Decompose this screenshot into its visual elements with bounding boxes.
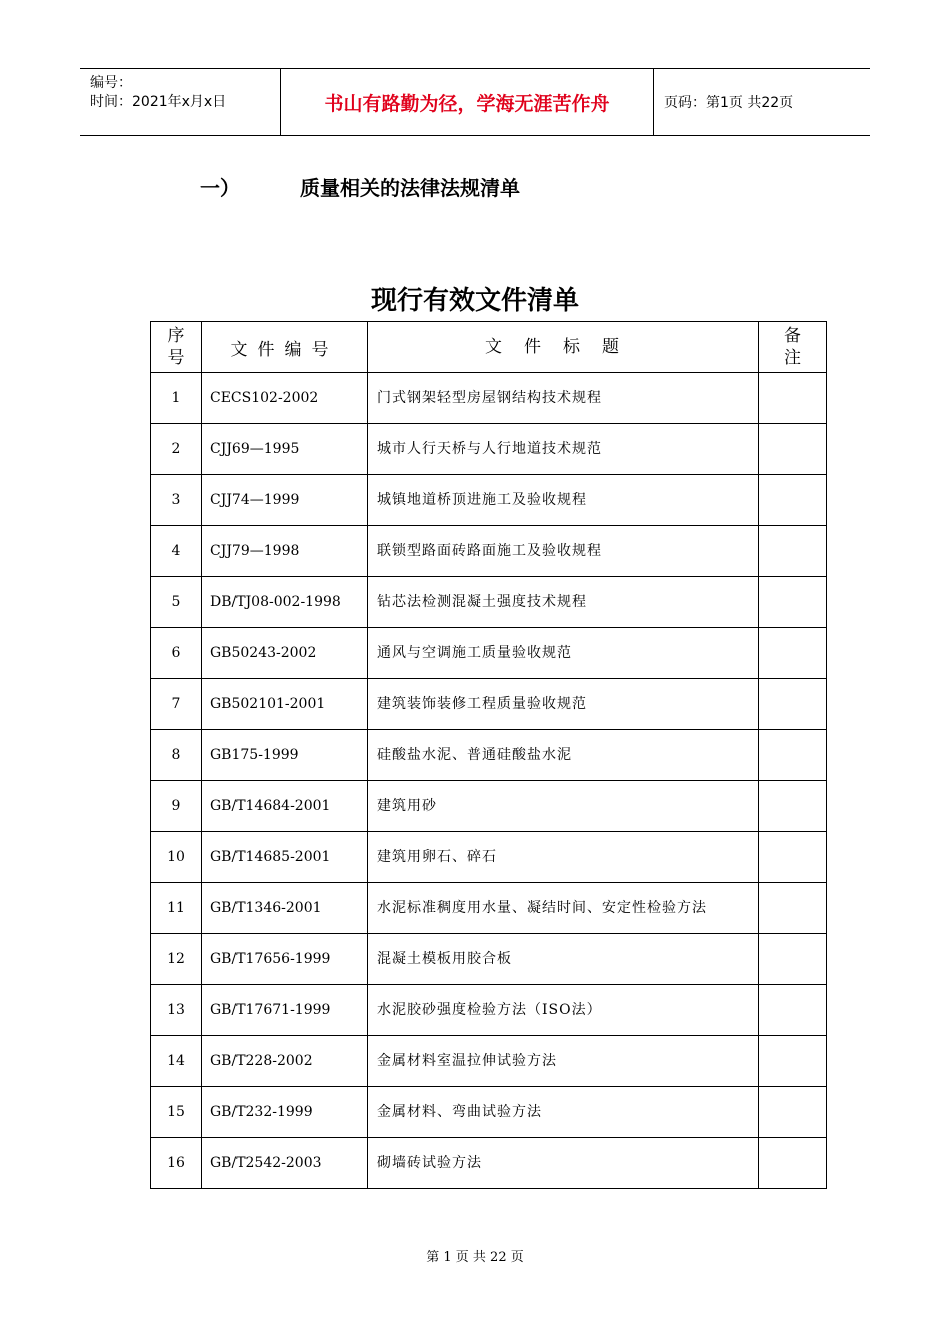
row-note: [759, 1036, 827, 1087]
row-code: GB175-1999: [202, 730, 368, 781]
table-row: [151, 730, 827, 781]
table-row: [151, 1138, 827, 1189]
header-page-info: 页码：第1页 共22页: [664, 95, 794, 111]
row-index: 3: [151, 475, 202, 526]
row-note: [759, 1087, 827, 1138]
row-note: [759, 628, 827, 679]
table-row: [151, 985, 827, 1036]
row-code: GB/T2542-2003: [202, 1138, 368, 1189]
row-note: [759, 781, 827, 832]
row-note: [759, 730, 827, 781]
row-index: 8: [151, 730, 202, 781]
row-code: GB/T17656-1999: [202, 934, 368, 985]
document-number-label: 编号：: [90, 75, 132, 91]
row-index: 9: [151, 781, 202, 832]
row-code: CJJ79—1998: [202, 526, 368, 577]
row-index: 16: [151, 1138, 202, 1189]
row-code: GB50243-2002: [202, 628, 368, 679]
table-row: [151, 475, 827, 526]
row-title: 联锁型路面砖路面施工及验收规程: [368, 526, 759, 577]
row-code: GB/T228-2002: [202, 1036, 368, 1087]
page-footer: 第 1 页 共 22 页: [426, 1250, 524, 1265]
row-title: 建筑装饰装修工程质量验收规范: [368, 679, 759, 730]
header-meta: [80, 69, 281, 135]
row-note: [759, 985, 827, 1036]
table-title: 现行有效文件清单: [370, 286, 579, 316]
header-title: 文件标题: [368, 322, 759, 373]
row-index: 5: [151, 577, 202, 628]
row-title: 砌墙砖试验方法: [368, 1138, 759, 1189]
row-note: [759, 424, 827, 475]
row-code: CJJ69—1995: [202, 424, 368, 475]
section-heading: [200, 172, 520, 201]
row-index: 15: [151, 1087, 202, 1138]
table-row: [151, 424, 827, 475]
row-note: [759, 577, 827, 628]
table-row: [151, 781, 827, 832]
header-note: 备注: [759, 322, 827, 373]
row-note: [759, 934, 827, 985]
row-index: 1: [151, 373, 202, 424]
table-row: [151, 577, 827, 628]
row-note: [759, 679, 827, 730]
header-index: 序号: [151, 322, 202, 373]
row-code: GB502101-2001: [202, 679, 368, 730]
table-row: [151, 628, 827, 679]
table-row: [151, 934, 827, 985]
row-title: 门式钢架轻型房屋钢结构技术规程: [368, 373, 759, 424]
row-code: GB/T17671-1999: [202, 985, 368, 1036]
row-code: CECS102-2002: [202, 373, 368, 424]
table-row: [151, 679, 827, 730]
row-title: 水泥标准稠度用水量、凝结时间、安定性检验方法: [368, 883, 759, 934]
row-note: [759, 475, 827, 526]
section-title: 质量相关的法律法规清单: [300, 176, 520, 200]
row-code: GB/T14685-2001: [202, 832, 368, 883]
row-index: 14: [151, 1036, 202, 1087]
row-title: 金属材料室温拉伸试验方法: [368, 1036, 759, 1087]
row-index: 2: [151, 424, 202, 475]
table-header-row: [151, 322, 827, 373]
row-title: 建筑用砂: [368, 781, 759, 832]
row-title: 通风与空调施工质量验收规范: [368, 628, 759, 679]
table-row: [151, 883, 827, 934]
row-index: 12: [151, 934, 202, 985]
row-note: [759, 526, 827, 577]
document-header: [80, 68, 870, 136]
document-time: 时间：2021年x月x日: [90, 94, 227, 110]
row-index: 7: [151, 679, 202, 730]
row-index: 6: [151, 628, 202, 679]
row-index: 4: [151, 526, 202, 577]
row-title: 建筑用卵石、碎石: [368, 832, 759, 883]
table-row: [151, 1036, 827, 1087]
row-title: 硅酸盐水泥、普通硅酸盐水泥: [368, 730, 759, 781]
row-note: [759, 832, 827, 883]
row-index: 11: [151, 883, 202, 934]
row-code: DB/TJ08-002-1998: [202, 577, 368, 628]
row-title: 城市人行天桥与人行地道技术规范: [368, 424, 759, 475]
row-title: 钻芯法检测混凝土强度技术规程: [368, 577, 759, 628]
row-note: [759, 1138, 827, 1189]
row-code: GB/T14684-2001: [202, 781, 368, 832]
row-note: [759, 883, 827, 934]
row-code: GB/T232-1999: [202, 1087, 368, 1138]
table-row: [151, 526, 827, 577]
row-code: GB/T1346-2001: [202, 883, 368, 934]
row-index: 13: [151, 985, 202, 1036]
row-index: 10: [151, 832, 202, 883]
header-slogan: 书山有路勤为径，学海无涯苦作舟: [281, 69, 654, 135]
section-number: 一）: [200, 176, 240, 200]
table-row: [151, 832, 827, 883]
header-code: 文件编号: [202, 322, 368, 373]
document-list-table: [150, 321, 827, 1189]
table-row: [151, 373, 827, 424]
row-note: [759, 373, 827, 424]
row-title: 城镇地道桥顶进施工及验收规程: [368, 475, 759, 526]
table-row: [151, 1087, 827, 1138]
row-title: 混凝土模板用胶合板: [368, 934, 759, 985]
row-title: 金属材料、弯曲试验方法: [368, 1087, 759, 1138]
row-code: CJJ74—1999: [202, 475, 368, 526]
row-title: 水泥胶砂强度检验方法（ISO法）: [368, 985, 759, 1036]
